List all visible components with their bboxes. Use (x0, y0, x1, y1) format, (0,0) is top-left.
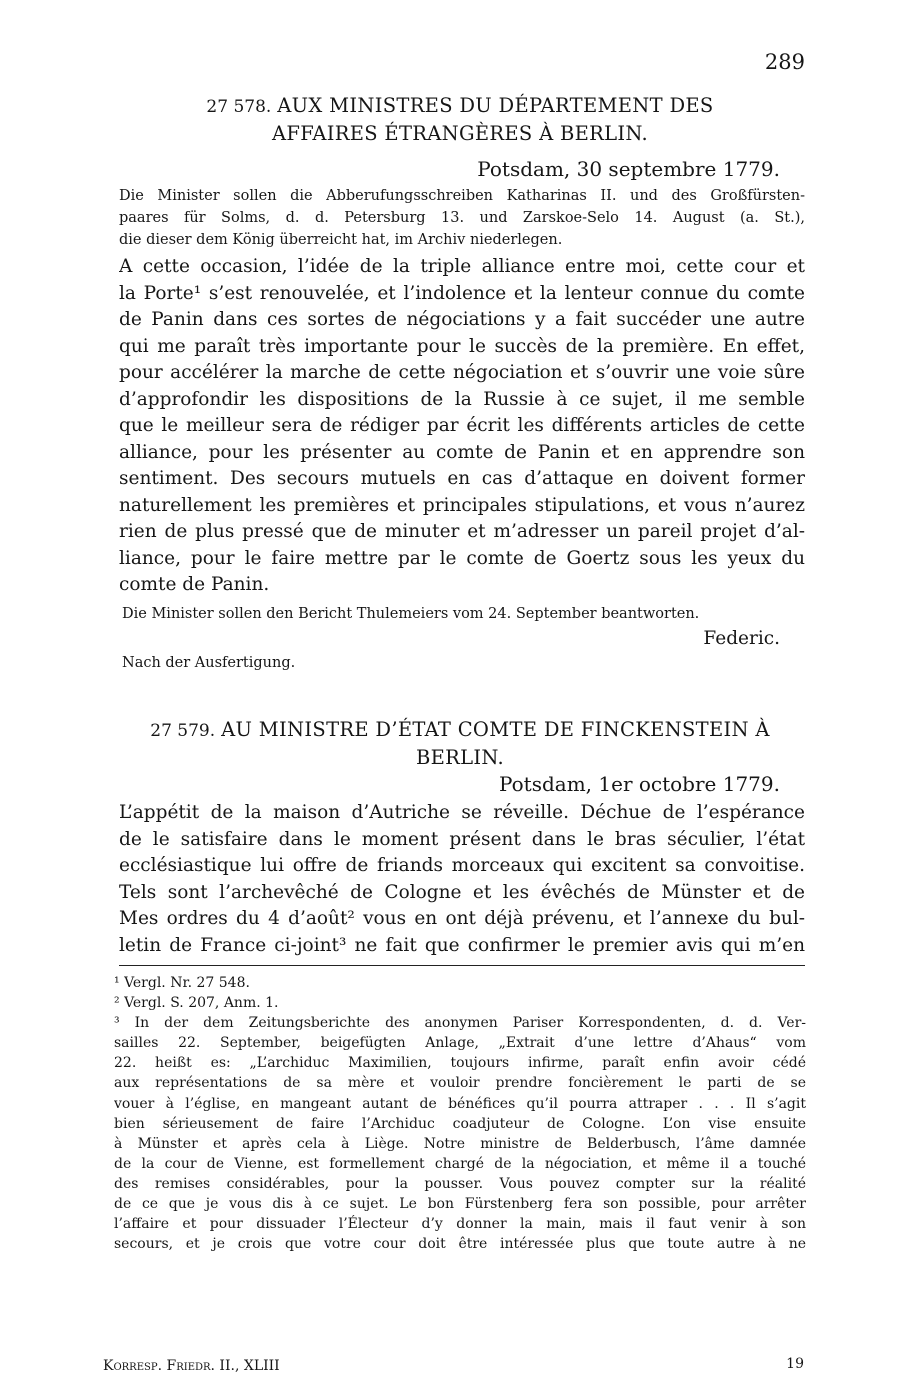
body-line: rien de plus pressé que de minuter et m’adresser un pareil projet d’al- (119, 521, 805, 542)
body-line: A cette occasion, l’idée de la triple alliance entre moi, cette cour et (119, 256, 805, 277)
letter2-title-line1: AU MINISTRE D’ÉTAT COMTE DE FINCKENSTEIN À (221, 718, 770, 741)
body-line: pour accélérer la marche de cette négociation et s’ouvrir une voie sûre (119, 362, 805, 383)
footnote-line: des remises considérables, pour la pousser. Vous pouvez compter sur la réalité (114, 1175, 806, 1192)
summary-line: paares für Solms, d. d. Petersburg 13. und Zarskoe-Selo 14. August (a. St.), (119, 210, 805, 226)
body-line: Mes ordres du 4 d’août² vous en ont déjà prévenu, et l’annexe du bul- (119, 908, 805, 929)
letter1-title-line2: AFFAIRES ÉTRANGÈRES À BERLIN. (272, 122, 648, 145)
body-line: sentiment. Des secours mutuels en cas d’attaque en doivent former (119, 468, 805, 489)
letter2-heading (115, 716, 805, 745)
body-line: alliance, pour les présenter au comte de Panin et en apprendre son (119, 441, 805, 463)
footnote-line: l’affaire et pour dissuader l’Électeur d’y donner la main, mais il faut venir à son (114, 1216, 806, 1233)
footnote-line: secours, et je crois que votre cour doit être intéressée plus que toute autre à ne (114, 1236, 806, 1253)
letter1-body (119, 254, 805, 599)
body-line: que le meilleur sera de rédiger par écrit les différents articles de cette (119, 415, 805, 436)
summary-line: die dieser dem König überreicht hat, im Archiv niederlegen. (119, 232, 563, 248)
body-line: letin de France ci-joint³ ne fait que confirmer le premier avis qui m’en (119, 934, 805, 956)
body-line: L’appétit de la maison d’Autriche se réveille. Déchue de l’espérance (119, 802, 805, 823)
footnote-line: vouer à l’église, en mangeant autant de bénéfices qu’il pourra attraper . . . Il s’agit (114, 1095, 806, 1112)
footnotes (114, 973, 806, 1254)
footnote-line: de ce que je vous dis à ce sujet. Le bon Fürstenberg fera son possible, pour arrêter (114, 1196, 806, 1213)
letter2-title-line2: BERLIN. (415, 746, 504, 769)
footer-series-title: Korresp. Friedr. II., XLIII (103, 1358, 280, 1374)
footnote-line: sailles 22. September, beigefügten Anlage, „Extrait d’une lettre d’Ahaus“ vom (114, 1035, 806, 1052)
footnote-line: 22. heißt es: „L’archiduc Maximilien, toujours infirme, paraît enfin avoir cédé (114, 1055, 806, 1072)
body-line: liance, pour le faire mettre par le comte de Goertz sous les yeux du (119, 547, 805, 569)
letter1-title-line1: AUX MINISTRES DU DÉPARTEMENT DES (277, 94, 714, 117)
letter1-heading (115, 92, 805, 121)
letter2-body (119, 800, 805, 959)
letter1-source: Nach der Ausfertigung. (122, 655, 296, 671)
footnote-line: aux représentations de sa mère et vouloir prendre foncièrement le parti de se (114, 1075, 806, 1092)
footer-signature-mark: 19 (786, 1356, 804, 1372)
body-line: naturellement les premières et principales stipulations, et vous n’aurez (119, 494, 805, 516)
body-line: d’approfondir les dispositions de la Russie à ce sujet, il me semble (119, 388, 805, 410)
footnote-line: ¹ Vergl. Nr. 27 548. (114, 975, 250, 991)
footnote-line: bien sérieusement de faire l’Archiduc coadjuteur de Cologne. L’on vise ensuite (114, 1115, 806, 1132)
letter2-number: 27 579. (150, 721, 216, 741)
letter1-place-date: Potsdam, 30 septembre 1779. (477, 157, 780, 181)
footnote-separator (119, 965, 805, 966)
letter1-signature: Federic. (703, 628, 780, 649)
letter1-number: 27 578. (206, 97, 272, 117)
summary-line: Die Minister sollen die Abberufungsschreiben Katharinas II. und des Großfürsten- (119, 188, 805, 204)
letter1-postscript: Die Minister sollen den Bericht Thulemeiers vom 24. September beantworten. (122, 606, 700, 622)
footnote-line: de la cour de Vienne, est formellement chargé de la négociation, et même il a touché (114, 1155, 806, 1172)
letter2-place-date: Potsdam, 1er octobre 1779. (498, 772, 780, 796)
body-line: Tels sont l’archevêché de Cologne et les évêchés de Münster et de (119, 881, 805, 903)
body-line: qui me paraît très importante pour le succès de la première. En effet, (119, 335, 805, 357)
body-line: ecclésiastique lui offre de friands morceaux qui excitent sa convoitise. (119, 855, 805, 876)
body-line: de le satisfaire dans le moment présent dans le bras séculier, l’état (119, 828, 805, 850)
body-line: la Porte¹ s’est renouvelée, et l’indolence et la lenteur connue du comte (119, 282, 805, 304)
footnote-line: ³ In der dem Zeitungsberichte des anonymen Pariser Korrespondenten, d. d. Ver- (114, 1015, 806, 1032)
body-line: de Panin dans ces sortes de négociations y a fait succéder une autre (119, 309, 805, 330)
body-line: comte de Panin. (119, 574, 270, 595)
letter1-summary (119, 185, 805, 251)
footnote-line: à Münster et après cela à Liège. Notre ministre de Belderbusch, l’âme damnée (114, 1135, 806, 1152)
page-number: 289 (764, 50, 805, 74)
footnote-line: ² Vergl. S. 207, Anm. 1. (114, 995, 279, 1012)
